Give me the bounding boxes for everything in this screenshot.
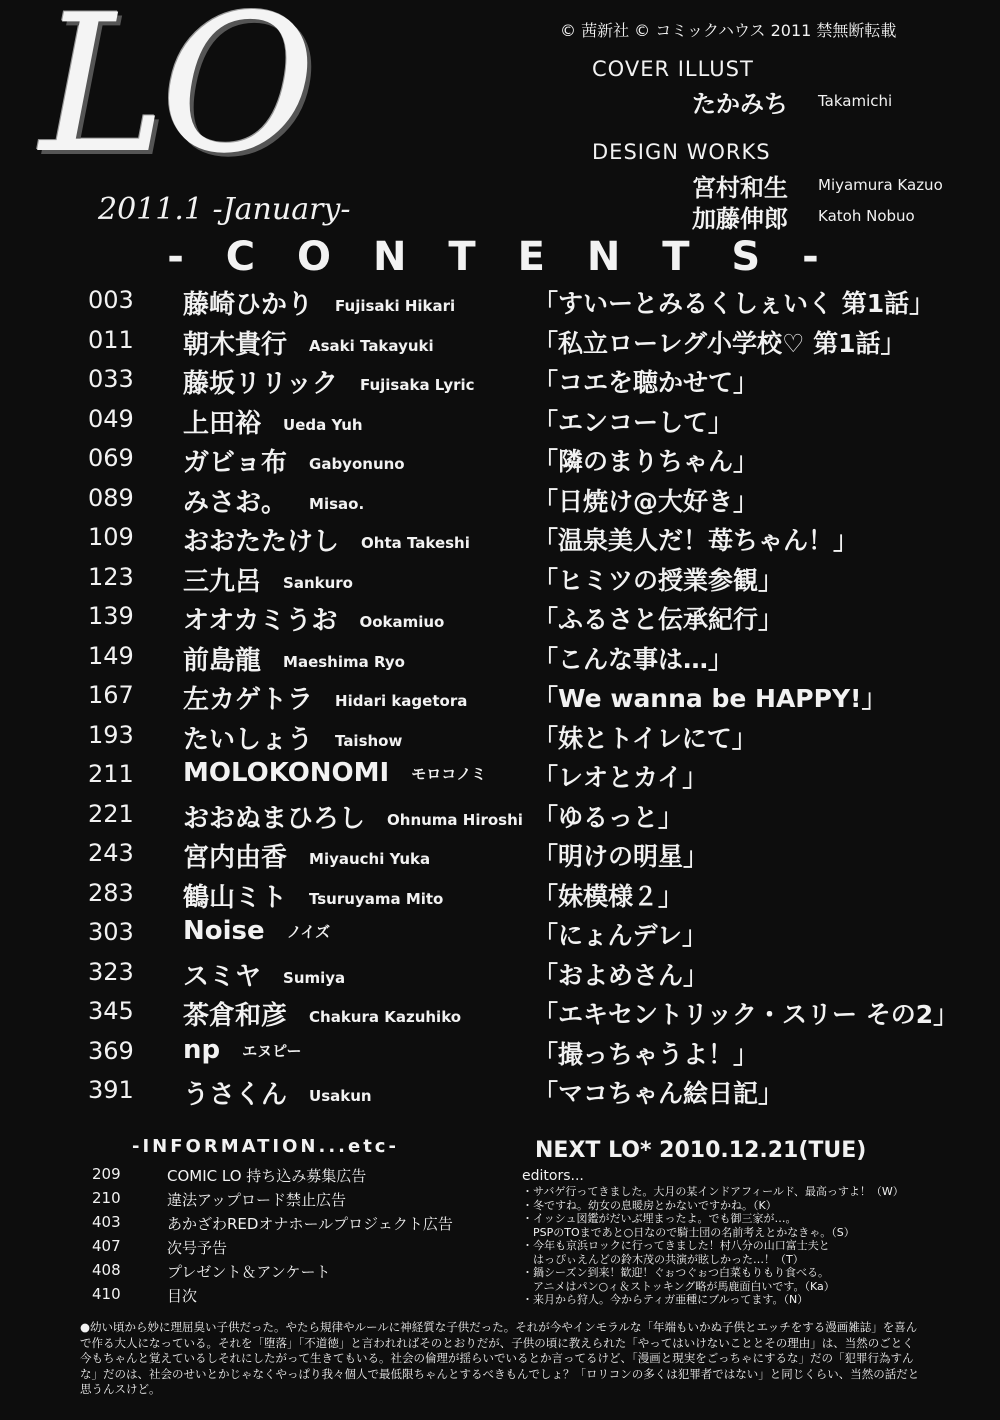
page-number: 003 xyxy=(88,286,134,314)
contents-row xyxy=(0,954,1000,994)
author-name-jp: 左カゲトラ xyxy=(183,685,314,715)
contents-heading: - C O N T E N T S - xyxy=(167,234,833,280)
author-name xyxy=(183,995,461,1032)
info-page-number: 408 xyxy=(92,1261,121,1279)
cover-artist-name: たかみち xyxy=(692,90,788,118)
contents-row xyxy=(0,914,1000,954)
author-name-jp: 藤崎ひかり xyxy=(183,290,314,320)
author-name-jp: みさお。 xyxy=(183,487,288,518)
story-title: 「すいーとみるくしぇいく 第1話」 xyxy=(533,289,935,318)
story-title: 「We wanna be HAPPY!」 xyxy=(533,684,887,713)
editors-label: editors... xyxy=(522,1168,584,1184)
info-text: プレゼント＆アンケート xyxy=(167,1263,331,1281)
info-page-number: 407 xyxy=(92,1237,121,1255)
designer-roman: Miyamura Kazuo xyxy=(818,176,943,194)
page-number: 221 xyxy=(88,799,134,828)
author-name xyxy=(183,798,523,835)
author-name xyxy=(183,956,345,993)
author-name-jp: 上田裕 xyxy=(183,408,262,439)
author-name-roman: Ueda Yuh xyxy=(283,415,363,434)
information-row xyxy=(92,1237,512,1261)
author-name-roman: Gabyonuno xyxy=(309,455,405,473)
story-title: 「日焼け@大好き」 xyxy=(533,486,759,516)
author-name-jp: ガビョ布 xyxy=(183,448,288,478)
designer-name: 加藤伸郎 xyxy=(692,205,788,233)
information-row xyxy=(92,1285,512,1309)
story-title: 「私立ローレグ小学校♡ 第1話」 xyxy=(533,328,906,358)
page-number: 109 xyxy=(88,523,134,551)
author-name xyxy=(183,284,455,321)
story-title: 「明けの明星」 xyxy=(533,842,709,871)
page-number: 011 xyxy=(88,325,134,354)
page-number: 323 xyxy=(88,957,134,986)
author-name-roman: Miyauchi Yuka xyxy=(309,850,431,868)
author-name-roman: Asaki Takayuki xyxy=(309,336,434,355)
author-name xyxy=(183,1074,372,1111)
story-title: 「隣のまりちゃん」 xyxy=(533,447,759,476)
author-name-jp: 前島龍 xyxy=(183,645,262,676)
author-name-jp: 藤坂リリック xyxy=(183,369,338,399)
info-text: あかざわREDオナホールプロジェクト広告 xyxy=(167,1215,453,1233)
page-number: 049 xyxy=(88,404,134,433)
editor-note: ・鍋シーズン到来！歓迎！ぐぉつぐぉつ白菜もりもり食べる。 xyxy=(522,1266,830,1279)
editor-note: ・イッシュ図鑑がだいぶ埋まったよ。でも御三家が…。 xyxy=(522,1212,797,1225)
author-name-jp: うさくん xyxy=(183,1080,288,1110)
designer-name: 宮村和生 xyxy=(692,174,788,202)
author-name xyxy=(183,561,353,598)
author-name-jp: 宮内由香 xyxy=(183,843,288,873)
author-name-roman: Maeshima Ryo xyxy=(283,652,405,671)
story-title: 「妹とトイレにて」 xyxy=(533,723,757,753)
contents-row xyxy=(0,1072,1000,1112)
page-number: 243 xyxy=(88,839,134,867)
info-text: 違法アップロード禁止広告 xyxy=(167,1191,346,1209)
author-name-roman: Misao. xyxy=(309,494,365,513)
author-name-roman: Fujisaki Hikari xyxy=(335,297,456,315)
story-title: 「妹模様２」 xyxy=(533,881,684,911)
author-name-roman: Tsuruyama Mito xyxy=(309,889,444,908)
story-title: 「ゆるっと」 xyxy=(533,802,684,832)
page-number: 167 xyxy=(88,681,134,709)
author-name-jp: 三九呂 xyxy=(183,566,262,597)
contents-row xyxy=(0,796,1000,836)
author-name-jp: スミヤ xyxy=(183,961,262,992)
page-number: 139 xyxy=(88,602,134,630)
author-name xyxy=(183,1035,302,1065)
page-number: 211 xyxy=(88,760,134,788)
author-name xyxy=(183,837,430,874)
editor-note: ・冬ですね。幼女の息暖房とかないですかね。（K） xyxy=(522,1198,777,1212)
contents-row xyxy=(0,835,1000,875)
design-works-label: DESIGN WORKS xyxy=(592,140,771,164)
author-name-roman: Ohnuma Hiroshi xyxy=(387,810,523,829)
author-name-jp: 茶倉和彦 xyxy=(183,1001,288,1031)
editor-note: PSPのTOまであと○日なので騎士団の名前考えとかなきゃ。（S） xyxy=(522,1225,855,1239)
story-title: 「エキセントリック・スリー その2」 xyxy=(533,1000,959,1029)
contents-row xyxy=(0,361,1000,401)
author-name xyxy=(183,324,434,361)
author-name xyxy=(183,600,444,637)
cover-illust-label: COVER ILLUST xyxy=(592,57,754,81)
editor-note: アニメはパン○ィ＆ストッキング略が馬鹿面白いです。（Ka） xyxy=(522,1279,835,1293)
story-title: 「ヒミツの授業参観」 xyxy=(533,565,784,595)
story-title: 「マコちゃん絵日記」 xyxy=(533,1079,784,1108)
editor-note: はっぴぃえんどの鈴木茂の共演が眩しかった…！（T） xyxy=(522,1252,804,1266)
author-name xyxy=(183,679,467,716)
information-row xyxy=(92,1165,512,1189)
author-name-jp: 鶴山ミト xyxy=(183,882,288,913)
page-number: 123 xyxy=(88,562,134,591)
info-text: 目次 xyxy=(167,1287,198,1305)
info-text: COMIC LO 持ち込み募集広告 xyxy=(167,1167,367,1185)
info-page-number: 209 xyxy=(92,1165,121,1183)
author-name-roman: Ohta Takeshi xyxy=(361,534,470,552)
contents-row xyxy=(0,519,1000,559)
issue-date: 2011.1 -January- xyxy=(98,192,351,227)
author-name-roman: Hidari kagetora xyxy=(335,692,468,710)
editor-note: ・来月から狩人。今からティガ亜種にブルってます。（N） xyxy=(522,1293,809,1306)
author-name-jp: おおぬまひろし xyxy=(183,803,366,834)
page-number: 283 xyxy=(88,878,134,907)
next-issue-date: NEXT LO* 2010.12.21(TUE) xyxy=(535,1138,867,1163)
magazine-logo: LO xyxy=(40,0,310,195)
contents-row xyxy=(0,875,1000,915)
cover-artist-roman: Takamichi xyxy=(818,92,893,110)
author-name xyxy=(183,916,330,946)
author-name xyxy=(183,640,405,677)
story-title: 「レオとカイ」 xyxy=(533,763,708,792)
author-name-jp: たいしょう xyxy=(183,724,314,755)
author-name-jp: np xyxy=(183,1034,221,1065)
page-number: 391 xyxy=(88,1076,134,1104)
author-name xyxy=(183,719,402,756)
author-name-jp: オオカミうお xyxy=(183,606,338,636)
author-name-jp: Noise xyxy=(183,916,265,946)
contents-row xyxy=(0,677,1000,717)
contents-row xyxy=(0,282,1000,322)
contents-row xyxy=(0,638,1000,678)
author-name-roman: Sumiya xyxy=(283,968,346,987)
story-title: 「温泉美人だ！苺ちゃん！」 xyxy=(533,526,859,555)
page-number: 069 xyxy=(88,444,134,472)
information-row xyxy=(92,1261,512,1285)
author-name-roman: エヌピー xyxy=(242,1041,302,1060)
contents-row xyxy=(0,440,1000,480)
editorial-footer: ●幼い頃から妙に理屈臭い子供だった。やたら規律やルールに神経質な子供だった。それが今やインモラルな「年端もいかぬ子供とエッチをする漫画雑誌」を喜んで作る大人になっている。それを「堕落」「不道徳」と言われればそのとおりだが、子供の頃に教えられた「やってはいけないこととその理由」は、当然のごとく今もちゃんと覚えているしそれにしたがって生きてもいる。社会の倫理が揺らいでいるとか言ってるけど、「漫画と現実をごっちゃにするな」だの「犯罪行為すんな」だのは、社会のせいとかじゃなくやっぱり我々個人で最低限ちゃんとするべきもんでしょ？「ロリコンの多くは犯罪者ではない」と同じくらい、当然の話だと思うんスけど。 xyxy=(80,1320,920,1396)
page-number: 303 xyxy=(88,918,134,946)
author-name-roman: Fujisaka Lyric xyxy=(359,376,475,394)
designer-roman: Katoh Nobuo xyxy=(818,207,915,225)
information-row xyxy=(92,1213,512,1237)
contents-row xyxy=(0,717,1000,757)
author-name-jp: MOLOKONOMI xyxy=(183,758,390,788)
page-number: 149 xyxy=(88,641,134,670)
story-title: 「ふるさと伝承紀行」 xyxy=(533,605,784,634)
contents-list xyxy=(0,282,1000,1112)
editor-note: ・サバゲ行ってきました。大月の某インドアフィールド、最高っすよ！（W） xyxy=(522,1185,904,1198)
contents-row xyxy=(0,756,1000,796)
story-title: 「にょんデレ」 xyxy=(533,921,708,950)
info-page-number: 410 xyxy=(92,1285,121,1303)
page-number: 369 xyxy=(88,1036,134,1065)
contents-row xyxy=(0,1033,1000,1073)
page-number: 089 xyxy=(88,483,134,512)
editor-note: ・今年も京浜ロックに行ってきました！村八分の山口富士夫と xyxy=(522,1239,830,1252)
author-name-jp: おおたたけし xyxy=(183,527,340,557)
info-page-number: 210 xyxy=(92,1189,121,1207)
author-name-roman: Usakun xyxy=(309,1087,372,1105)
author-name xyxy=(183,403,363,440)
author-name-jp: 朝木貴行 xyxy=(183,329,288,360)
info-text: 次号予告 xyxy=(167,1239,228,1257)
contents-row xyxy=(0,480,1000,520)
copyright-notice: © 茜新社 © コミックハウス 2011 禁無断転載 xyxy=(560,21,897,40)
story-title: 「およめさん」 xyxy=(533,960,709,990)
story-title: 「エンコーして」 xyxy=(533,407,734,437)
story-title: 「撮っちゃうよ！」 xyxy=(533,1039,759,1069)
author-name xyxy=(183,758,486,788)
author-name xyxy=(183,442,405,479)
author-name xyxy=(183,482,364,519)
information-heading: -INFORMATION...etc- xyxy=(132,1136,399,1157)
page-number: 193 xyxy=(88,720,134,749)
author-name-roman: Ookamiuo xyxy=(359,613,445,631)
contents-row xyxy=(0,322,1000,362)
editor-notes xyxy=(522,1185,992,1307)
author-name-roman: Taishow xyxy=(335,731,403,750)
author-name xyxy=(183,877,443,914)
author-name-roman: Chakura Kazuhiko xyxy=(309,1008,462,1026)
author-name xyxy=(183,521,470,558)
info-page-number: 403 xyxy=(92,1213,121,1231)
page-number: 345 xyxy=(88,997,134,1025)
information-list xyxy=(92,1165,512,1309)
page-number: 033 xyxy=(88,365,134,393)
contents-row xyxy=(0,401,1000,441)
author-name-roman: ノイズ xyxy=(286,923,331,941)
author-name-roman: Sankuro xyxy=(283,573,353,592)
contents-row xyxy=(0,598,1000,638)
contents-row xyxy=(0,993,1000,1033)
story-title: 「こんな事は…」 xyxy=(533,644,734,674)
author-name-roman: モロコノミ xyxy=(411,765,487,783)
story-title: 「コエを聴かせて」 xyxy=(533,368,759,397)
information-row xyxy=(92,1189,512,1213)
author-name xyxy=(183,363,475,400)
contents-row xyxy=(0,559,1000,599)
